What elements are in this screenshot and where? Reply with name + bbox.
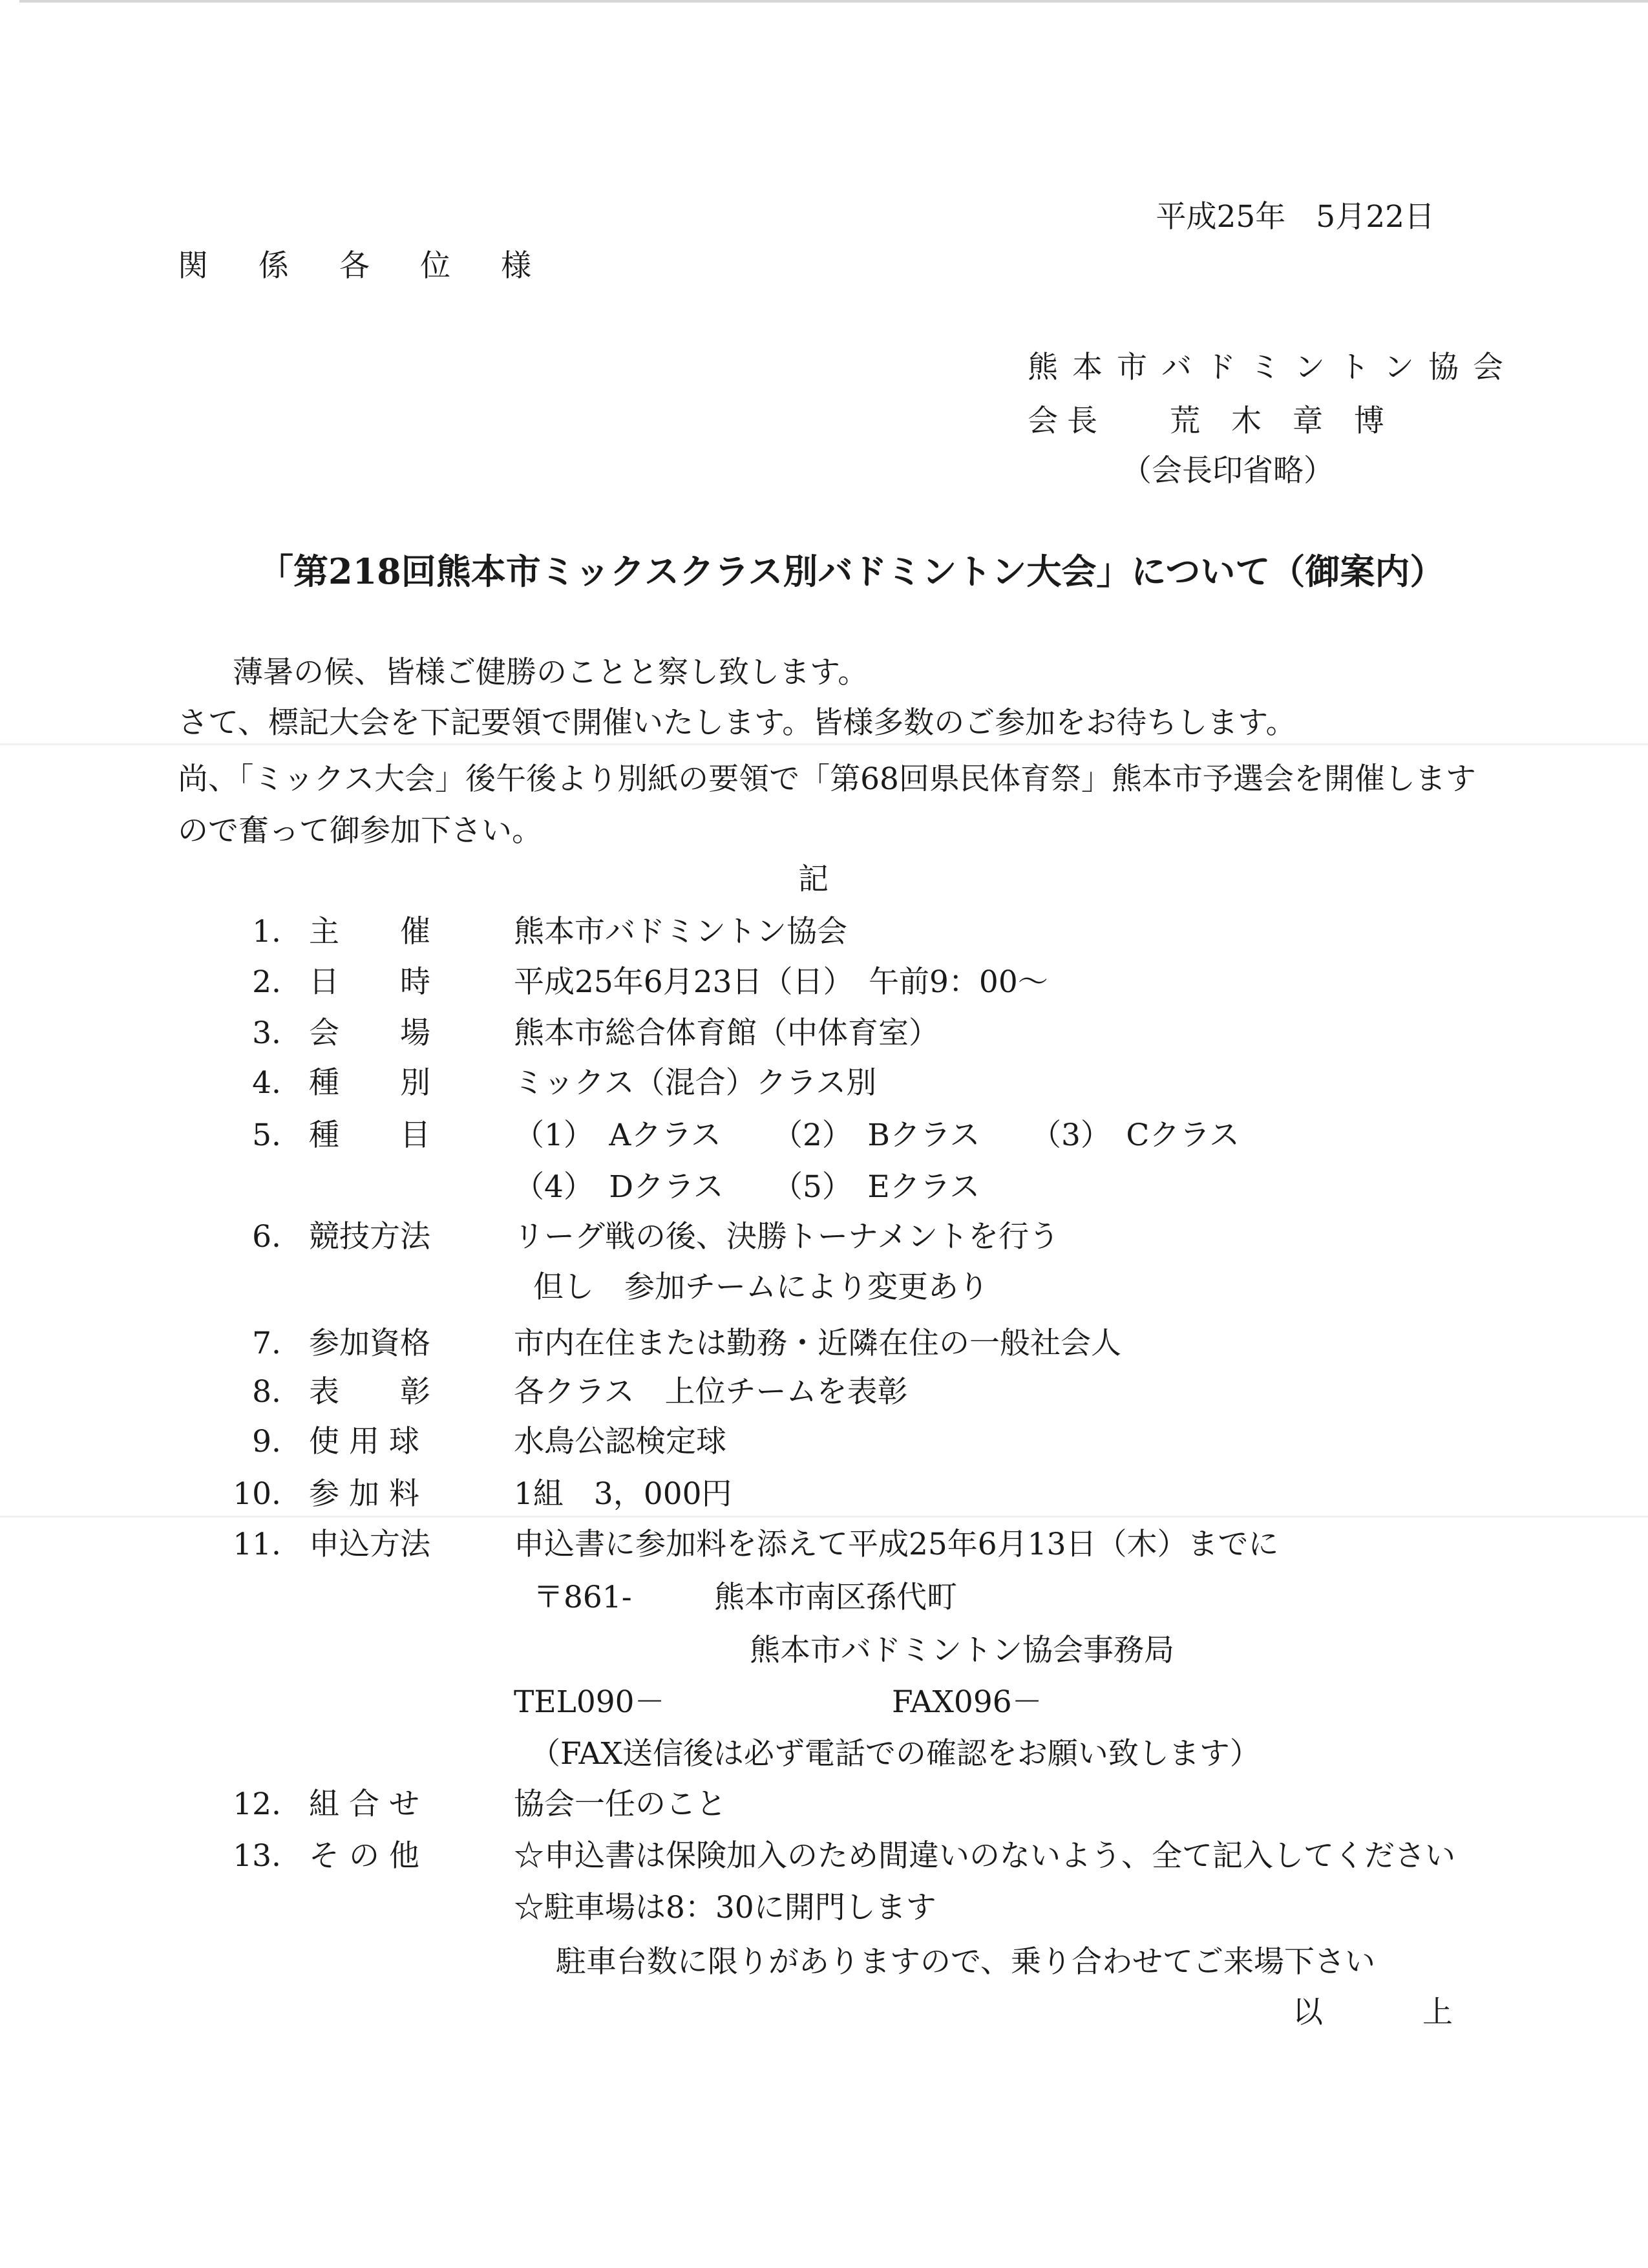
item-value: ☆申込書は保険加入のため間違いのないよう、全て記入してください (514, 1838, 1455, 1874)
class-e: （5） Eクラス (772, 1169, 980, 1205)
item-label: 種 別 (309, 1065, 430, 1101)
office-name: 熊本市バドミントン協会事務局 (750, 1633, 1175, 1668)
greeting-line: ので奮って御参加下さい。 (178, 813, 542, 849)
item-number: 10. (233, 1476, 281, 1512)
item-value: 申込書に参加料を添えて平成25年6月13日（木）までに (514, 1527, 1279, 1562)
item-value: リーグ戦の後、決勝トーナメントを行う (514, 1219, 1060, 1255)
item-label: そ の 他 (309, 1838, 419, 1874)
item-value: 熊本市総合体育館（中体育室） (514, 1015, 939, 1051)
class-b: （2） Bクラス (772, 1118, 980, 1153)
greeting-line: 薄暑の候、皆様ご健勝のことと察し致します。 (233, 655, 869, 690)
item-number: 4. (252, 1065, 281, 1101)
president-name: 荒木章博 (1170, 403, 1415, 439)
organization-name: 熊本市バドミントン協会 (1028, 350, 1518, 385)
scan-fold-line (0, 743, 1648, 745)
class-c: （3） Cクラス (1031, 1118, 1240, 1153)
greeting-line: 尚、「ミックス大会」後午後より別紙の要領で「第68回県民体育祭」熊本市予選会を開催します (178, 761, 1476, 797)
item-label: 日 時 (309, 964, 430, 1000)
item-value: 1組 3，000円 (514, 1476, 732, 1512)
document-title: 「第218回熊本市ミックスクラス別バドミントン大会」について（御案内） (259, 551, 1445, 592)
closing-mark: 以 上 (1293, 1995, 1466, 2030)
item-label: 参加資格 (309, 1326, 430, 1361)
item-value: 平成25年6月23日（日） 午前9：00～ (514, 964, 1048, 1000)
item-value: 水鳥公認検定球 (514, 1424, 726, 1459)
class-d: （4） Dクラス (514, 1169, 724, 1205)
president-role: 会長 (1028, 403, 1106, 439)
item-number: 11. (233, 1527, 281, 1562)
tel-number: TEL090－ (514, 1684, 665, 1720)
item-label: 競技方法 (309, 1219, 430, 1255)
item-label: 参 加 料 (309, 1476, 419, 1512)
document-date: 平成25年 5月22日 (1156, 199, 1435, 235)
item-value: 駐車台数に限りがありますので、乗り合わせてご来場下さい (556, 1944, 1376, 1980)
item-value: 熊本市バドミントン協会 (514, 914, 848, 949)
item-number: 3. (252, 1015, 281, 1051)
item-number: 7. (252, 1326, 281, 1361)
postal-code: 〒861- (533, 1580, 632, 1615)
item-value: ☆駐車場は8：30に開門します (514, 1890, 936, 1925)
item-label: 組 合 せ (309, 1786, 419, 1822)
item-number: 8. (252, 1374, 281, 1410)
item-number: 9. (252, 1424, 281, 1459)
greeting-line: さて、標記大会を下記要領で開催いたします。皆様多数のご参加をお待ちします。 (178, 705, 1296, 741)
item-label: 会 場 (309, 1015, 430, 1051)
item-number: 1. (252, 914, 281, 949)
item-number: 12. (233, 1786, 281, 1822)
item-label: 使 用 球 (309, 1424, 419, 1459)
item-label: 申込方法 (309, 1527, 430, 1562)
item-value: 市内在住または勤務・近隣在住の一般社会人 (514, 1326, 1121, 1361)
scan-edge-top (19, 0, 1648, 3)
item-value: 協会一任のこと (514, 1786, 726, 1822)
scan-fold-line (0, 1516, 1648, 1518)
item-label: 表 彰 (309, 1374, 430, 1410)
office-address: 熊本市南区孫代町 (714, 1580, 957, 1615)
item-number: 6. (252, 1219, 281, 1255)
ki-heading: 記 (798, 862, 829, 897)
item-value: 各クラス 上位チームを表彰 (514, 1374, 908, 1410)
fax-note: （FAX送信後は必ず電話での確認をお願い致します） (530, 1736, 1260, 1772)
item-label: 主 催 (309, 914, 430, 949)
class-a: （1） Aクラス (514, 1118, 721, 1153)
item-number: 2. (252, 964, 281, 1000)
item-value: ミックス（混合）クラス別 (514, 1065, 877, 1101)
addressee: 関係各位様 (178, 248, 582, 284)
item-number: 13. (233, 1838, 281, 1874)
item-value: 但し 参加チームにより変更あり (533, 1269, 989, 1305)
item-label: 種 目 (309, 1118, 430, 1153)
fax-number: FAX096－ (892, 1684, 1042, 1720)
seal-omitted-note: （会長印省略） (1121, 453, 1334, 489)
item-number: 5. (252, 1118, 281, 1153)
